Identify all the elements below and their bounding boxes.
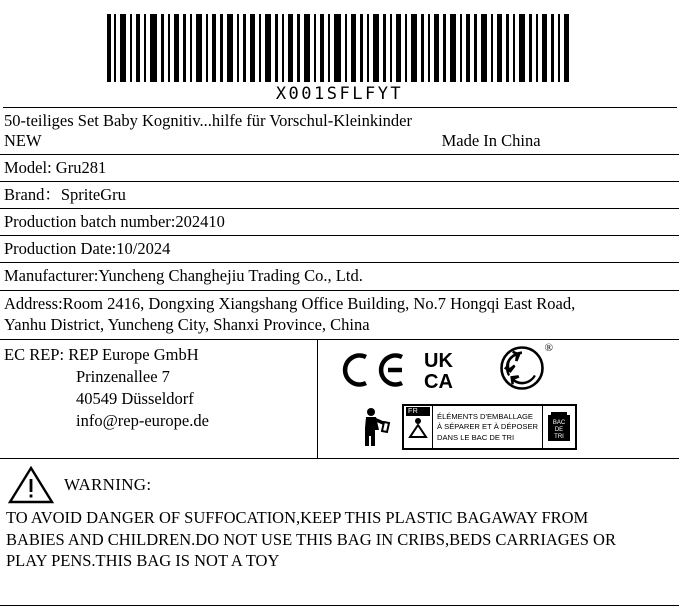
ec-rep-block: [0, 340, 318, 458]
triman-bin: [542, 406, 575, 448]
svg-text:UK: UK: [424, 350, 453, 373]
svg-text:BAC: BAC: [552, 420, 566, 427]
origin-value: Made In China: [441, 131, 541, 150]
warning-triangle-icon: [8, 465, 54, 505]
warning-header: [4, 465, 675, 505]
field-brand: Brand：SpriteGru: [0, 182, 679, 209]
registered-trademark-symbol: ®: [544, 342, 553, 355]
svg-text:CA: CA: [424, 371, 453, 393]
warning-line-1: TO AVOID DANGER OF SUFFOCATION,KEEP THIS PLASTIC BAGAWAY FROM: [6, 508, 589, 528]
ukca-mark-icon: [424, 348, 476, 392]
warning-block: [0, 459, 679, 571]
ec-rep-heading-line: [4, 344, 313, 366]
triman-line-2: À SÉPARER ET À DÉPOSER: [437, 422, 538, 432]
ec-rep-and-marks: [0, 340, 679, 459]
ec-rep-email: info@rep-europe.de: [76, 410, 209, 430]
condition-origin-row: [0, 131, 679, 155]
ce-mark-icon: [340, 352, 406, 388]
svg-text:TRI: TRI: [554, 434, 564, 441]
barcode-number: X001SFLFYT: [275, 84, 404, 104]
bottom-divider: [0, 605, 679, 606]
field-model: Model: Gru281: [0, 155, 679, 182]
warning-text: [4, 505, 675, 571]
product-title: 50-teiliges Set Baby Kognitiv...hilfe für Vorschul-Kleinkinder: [4, 111, 413, 130]
ec-rep-city: 40549 Düsseldorf: [76, 388, 194, 408]
recycling-arrows-icon: [500, 346, 544, 390]
barcode-icon: [105, 14, 575, 82]
recycling-mark: [500, 342, 553, 395]
svg-text:DE: DE: [554, 427, 564, 434]
address-line-1: Address:Room 2416, Dongxing Xiangshang Office Building, No.7 Hongqi East Road,: [4, 293, 576, 313]
triman-line-1: ÉLÉMENTS D'EMBALLAGE: [437, 412, 533, 422]
marks-bottom-row: [326, 404, 671, 450]
marks-top-row: [326, 342, 671, 402]
triman-line-3: DANS LE BAC DE TRI: [437, 432, 515, 442]
warning-line-3: PLAY PENS.THIS BAG IS NOT A TOY: [6, 551, 280, 571]
triman-icon: [406, 417, 430, 439]
field-manufacturer: Manufacturer:Yuncheng Changhejiu Trading Co., Ltd.: [0, 263, 679, 290]
field-address: [0, 291, 679, 341]
ec-rep-heading: EC REP:: [4, 345, 65, 365]
address-line-2: Yanhu District, Yuncheng City, Shanxi Province, China: [4, 314, 370, 334]
compliance-marks: [318, 340, 679, 458]
field-batch-number: Production batch number:202410: [0, 209, 679, 236]
barcode-area: [0, 0, 679, 108]
ec-rep-street: Prinzenallee 7: [76, 367, 170, 387]
ec-rep-company: REP Europe GmbH: [68, 345, 199, 365]
field-production-date: Production Date:10/2024: [0, 236, 679, 263]
triman-mark: [402, 404, 577, 450]
warning-title: WARNING:: [64, 475, 152, 495]
tidyman-icon: [358, 406, 392, 448]
warning-line-2: BABIES AND CHILDREN.DO NOT USE THIS BAG IN CRIBS,BEDS CARRIAGES OR: [6, 529, 616, 549]
triman-left: [404, 406, 433, 448]
recycling-bin-icon: [546, 411, 572, 443]
triman-instructions: [433, 406, 542, 448]
condition-value: NEW: [4, 131, 42, 150]
triman-country-code: FR: [406, 407, 430, 416]
